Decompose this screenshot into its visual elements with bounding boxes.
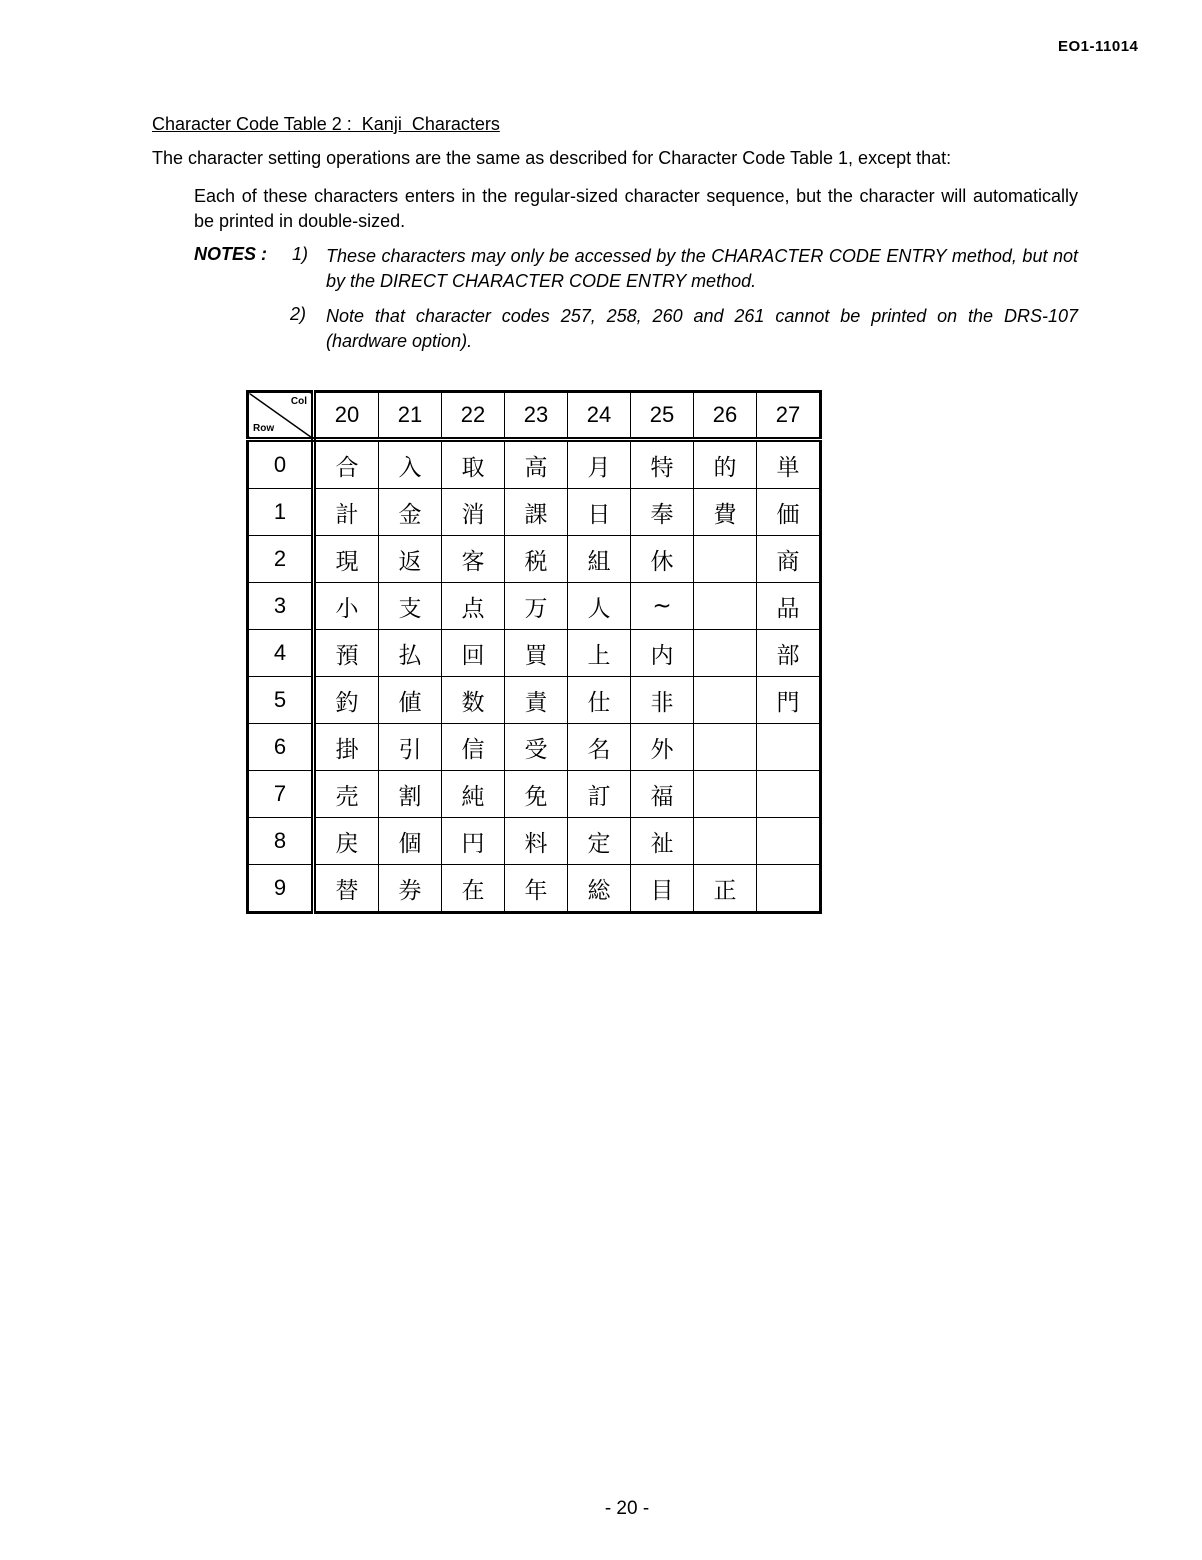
- kanji-cell: 年: [505, 865, 568, 913]
- note-text: These characters may only be accessed by the CHARACTER CODE ENTRY method, but not by the DIRECT CHARACTER CODE ENTRY method.: [326, 246, 1078, 291]
- column-header: 26: [694, 392, 757, 440]
- kanji-cell: 受: [505, 724, 568, 771]
- kanji-cell: 定: [568, 818, 631, 865]
- kanji-cell: 回: [442, 630, 505, 677]
- kanji-cell: 料: [505, 818, 568, 865]
- row-header: 9: [248, 865, 314, 913]
- kanji-cell: 免: [505, 771, 568, 818]
- kanji-cell: [757, 818, 821, 865]
- column-header: 20: [314, 392, 379, 440]
- kanji-cell: 品: [757, 583, 821, 630]
- kanji-cell: 現: [314, 536, 379, 583]
- kanji-cell: 単: [757, 440, 821, 489]
- kanji-cell: 内: [631, 630, 694, 677]
- kanji-cell: 計: [314, 489, 379, 536]
- kanji-cell: 日: [568, 489, 631, 536]
- kanji-cell: 門: [757, 677, 821, 724]
- kanji-cell: 総: [568, 865, 631, 913]
- detail-paragraph: Each of these characters enters in the regular-sized character sequence, but the character will automatically be printed in double-sized.: [194, 186, 1078, 231]
- row-header: 3: [248, 583, 314, 630]
- kanji-cell: 人: [568, 583, 631, 630]
- table-row: [248, 536, 821, 583]
- kanji-cell: 祉: [631, 818, 694, 865]
- kanji-cell: 税: [505, 536, 568, 583]
- kanji-cell: 責: [505, 677, 568, 724]
- kanji-cell: 月: [568, 440, 631, 489]
- corner-row-label: Row: [253, 423, 275, 434]
- kanji-cell: 万: [505, 583, 568, 630]
- kanji-cell: 支: [379, 583, 442, 630]
- corner-col-label: Col: [290, 396, 307, 407]
- row-header: 6: [248, 724, 314, 771]
- kanji-cell: 値: [379, 677, 442, 724]
- document-id: EO1-11014: [1058, 38, 1139, 55]
- kanji-cell: ~: [631, 583, 694, 630]
- kanji-cell: 戻: [314, 818, 379, 865]
- kanji-cell: 部: [757, 630, 821, 677]
- kanji-cell: 消: [442, 489, 505, 536]
- notes-label: NOTES :: [194, 244, 268, 264]
- kanji-cell: [694, 583, 757, 630]
- table-row: [248, 818, 821, 865]
- kanji-cell: 組: [568, 536, 631, 583]
- kanji-cell: 預: [314, 630, 379, 677]
- kanji-cell: [757, 724, 821, 771]
- row-header: 8: [248, 818, 314, 865]
- kanji-cell: 引: [379, 724, 442, 771]
- row-header: 5: [248, 677, 314, 724]
- kanji-cell: 商: [757, 536, 821, 583]
- kanji-cell: [694, 630, 757, 677]
- table-row: [248, 677, 821, 724]
- table-row: [248, 489, 821, 536]
- column-header: 23: [505, 392, 568, 440]
- column-header: 27: [757, 392, 821, 440]
- kanji-cell: 返: [379, 536, 442, 583]
- kanji-cell: 特: [631, 440, 694, 489]
- kanji-cell: [694, 771, 757, 818]
- row-header: 1: [248, 489, 314, 536]
- kanji-cell: 払: [379, 630, 442, 677]
- kanji-cell: 券: [379, 865, 442, 913]
- kanji-cell: 点: [442, 583, 505, 630]
- kanji-cell: [694, 677, 757, 724]
- kanji-cell: 高: [505, 440, 568, 489]
- kanji-cell: 在: [442, 865, 505, 913]
- note-text: Note that character codes 257, 258, 260 and 261 cannot be printed on the DRS-107 (hardware option).: [326, 306, 1078, 351]
- table-row: [248, 630, 821, 677]
- kanji-cell: [694, 818, 757, 865]
- table-row: [248, 865, 821, 913]
- kanji-cell: 円: [442, 818, 505, 865]
- kanji-cell: 純: [442, 771, 505, 818]
- table-row: [248, 724, 821, 771]
- column-header: 22: [442, 392, 505, 440]
- kanji-cell: 数: [442, 677, 505, 724]
- kanji-cell: 名: [568, 724, 631, 771]
- kanji-cell: 割: [379, 771, 442, 818]
- kanji-cell: 価: [757, 489, 821, 536]
- kanji-cell: 課: [505, 489, 568, 536]
- kanji-cell: [694, 536, 757, 583]
- table-row: [248, 440, 821, 489]
- column-header: 21: [379, 392, 442, 440]
- section-heading: Character Code Table 2 : Kanji Characters: [152, 114, 500, 134]
- intro-paragraph: The character setting operations are the same as described for Character Code Table 1, except that:: [152, 148, 952, 168]
- kanji-cell: 個: [379, 818, 442, 865]
- kanji-cell: 取: [442, 440, 505, 489]
- table-row: [248, 771, 821, 818]
- kanji-cell: 信: [442, 724, 505, 771]
- kanji-cell: [757, 771, 821, 818]
- kanji-cell: 奉: [631, 489, 694, 536]
- kanji-cell: 外: [631, 724, 694, 771]
- kanji-cell: 掛: [314, 724, 379, 771]
- kanji-cell: 休: [631, 536, 694, 583]
- kanji-cell: 小: [314, 583, 379, 630]
- kanji-cell: 釣: [314, 677, 379, 724]
- row-header: 2: [248, 536, 314, 583]
- kanji-cell: [694, 724, 757, 771]
- table-corner-cell: [248, 392, 314, 440]
- note-number: 1): [292, 244, 309, 264]
- row-header: 7: [248, 771, 314, 818]
- kanji-cell: 買: [505, 630, 568, 677]
- kanji-cell: 的: [694, 440, 757, 489]
- kanji-cell: 合: [314, 440, 379, 489]
- kanji-cell: 替: [314, 865, 379, 913]
- table-row: [248, 583, 821, 630]
- column-header: 25: [631, 392, 694, 440]
- note-number: 2): [290, 304, 307, 324]
- page-number: - 20 -: [604, 1498, 650, 1519]
- column-header: 24: [568, 392, 631, 440]
- kanji-code-table: [246, 390, 822, 914]
- kanji-cell: 目: [631, 865, 694, 913]
- kanji-cell: 訂: [568, 771, 631, 818]
- kanji-cell: [757, 865, 821, 913]
- row-header: 0: [248, 440, 314, 489]
- kanji-cell: 入: [379, 440, 442, 489]
- kanji-cell: 仕: [568, 677, 631, 724]
- kanji-cell: 福: [631, 771, 694, 818]
- kanji-cell: 非: [631, 677, 694, 724]
- kanji-cell: 正: [694, 865, 757, 913]
- kanji-cell: 金: [379, 489, 442, 536]
- table-header-row: [248, 392, 821, 440]
- kanji-cell: 費: [694, 489, 757, 536]
- kanji-cell: 売: [314, 771, 379, 818]
- kanji-cell: 客: [442, 536, 505, 583]
- row-header: 4: [248, 630, 314, 677]
- kanji-cell: 上: [568, 630, 631, 677]
